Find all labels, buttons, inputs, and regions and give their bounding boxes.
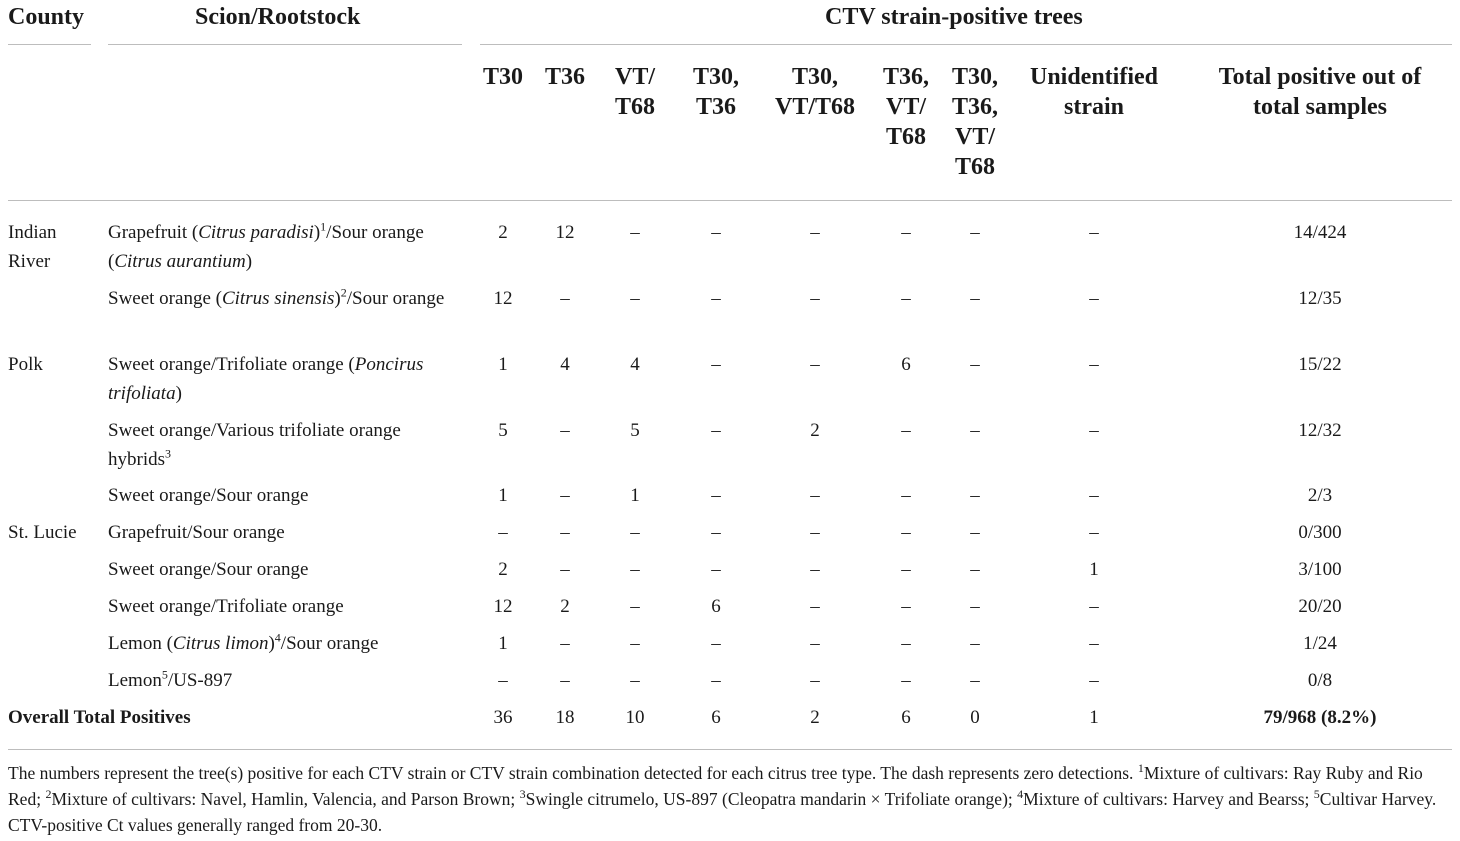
- value-cell: –: [711, 670, 721, 691]
- value-cell: 12/32: [1298, 420, 1342, 441]
- value-cell: 12: [555, 222, 575, 243]
- total-value-cell: 79/968 (8.2%): [1263, 707, 1377, 728]
- value-cell: –: [810, 633, 820, 654]
- value-cell: 2: [560, 596, 570, 617]
- scion-rootstock-cell: Lemon$^5$/US-897: [108, 667, 233, 691]
- value-cell: –: [560, 288, 570, 309]
- value-cell: –: [1089, 522, 1099, 543]
- header-bottom-rule: [8, 200, 1452, 201]
- value-cell: 20/20: [1298, 596, 1342, 617]
- value-cell: –: [810, 485, 820, 506]
- value-cell: –: [1089, 633, 1099, 654]
- value-cell: –: [711, 485, 721, 506]
- value-cell: 0/300: [1298, 522, 1342, 543]
- column-header-9: Total positive out of total samples: [1218, 64, 1422, 120]
- scion-rootstock-cell: Grapefruit/Sour orange: [108, 522, 285, 543]
- value-cell: –: [970, 596, 980, 617]
- value-cell: –: [970, 288, 980, 309]
- value-cell: –: [711, 633, 721, 654]
- value-cell: –: [901, 288, 911, 309]
- value-cell: –: [970, 222, 980, 243]
- table-footnote: The numbers represent the tree(s) positive for each CTV strain or CTV strain combination detected for each citrus tree type. The dash represents zero detections. $^1$Mixture of cultivars: Ray Ruby and Rio Red; $^2$Mixture of cultivars: Navel, Hamlin, Valencia, and Parson Brown; $^3$Swingle citrumelo, US-897 (Cleopatra mandarin × Trifoliate orange); $^4$Mixture of cultivars: Harvey and Bearss; $^5$Cultivar Harvey. CTV-positive Ct values generally ranged from 20-30.: [8, 761, 1437, 835]
- value-cell: –: [970, 420, 980, 441]
- county-cell: Indian River: [8, 222, 57, 272]
- value-cell: –: [711, 522, 721, 543]
- value-cell: –: [970, 354, 980, 375]
- header-underline-county: [8, 44, 91, 45]
- total-value-cell: 2: [810, 707, 820, 728]
- value-cell: –: [560, 633, 570, 654]
- value-cell: 12: [493, 596, 513, 617]
- value-cell: –: [810, 670, 820, 691]
- value-cell: –: [810, 288, 820, 309]
- scion-rootstock-cell: Sweet orange (Citrus sinensis)$^2$/Sour orange: [108, 285, 445, 309]
- value-cell: –: [1089, 222, 1099, 243]
- value-cell: –: [560, 670, 570, 691]
- value-cell: 1: [498, 633, 508, 654]
- value-cell: 6: [711, 596, 721, 617]
- column-header-5: T30, VT/T68: [774, 64, 855, 120]
- value-cell: –: [630, 559, 640, 580]
- value-cell: –: [711, 288, 721, 309]
- value-cell: –: [1089, 354, 1099, 375]
- value-cell: –: [711, 222, 721, 243]
- column-header-3: VT/ T68: [614, 64, 655, 120]
- scion-rootstock-cell: Sweet orange/Various trifoliate orange hybrids$^3$: [108, 420, 401, 470]
- value-cell: 4: [560, 354, 570, 375]
- value-cell: –: [560, 485, 570, 506]
- value-cell: 2: [810, 420, 820, 441]
- value-cell: 2: [498, 222, 508, 243]
- value-cell: –: [810, 222, 820, 243]
- scion-rootstock-cell: Sweet orange/Sour orange: [108, 485, 309, 506]
- value-cell: –: [711, 559, 721, 580]
- value-cell: 0/8: [1307, 670, 1333, 691]
- total-row-label: Overall Total Positives: [8, 707, 191, 728]
- value-cell: –: [901, 559, 911, 580]
- value-cell: –: [1089, 288, 1099, 309]
- total-value-cell: 18: [555, 707, 575, 728]
- value-cell: –: [711, 420, 721, 441]
- value-cell: –: [970, 670, 980, 691]
- value-cell: –: [901, 522, 911, 543]
- total-value-cell: 10: [625, 707, 645, 728]
- value-cell: 1: [1089, 559, 1099, 580]
- value-cell: 15/22: [1298, 354, 1342, 375]
- value-cell: –: [970, 485, 980, 506]
- value-cell: –: [1089, 420, 1099, 441]
- table-bottom-rule: [8, 749, 1452, 750]
- value-cell: 1: [498, 354, 508, 375]
- header-underline-ctv: [480, 44, 1452, 45]
- value-cell: 1: [498, 485, 508, 506]
- scion-rootstock-cell: Sweet orange/Sour orange: [108, 559, 309, 580]
- value-cell: –: [1089, 596, 1099, 617]
- value-cell: –: [901, 485, 911, 506]
- value-cell: –: [630, 670, 640, 691]
- value-cell: 1: [630, 485, 640, 506]
- total-value-cell: 1: [1089, 707, 1099, 728]
- value-cell: –: [810, 522, 820, 543]
- header-ctv-group: CTV strain-positive trees: [825, 4, 1083, 30]
- column-header-2: T36: [544, 64, 585, 90]
- value-cell: 4: [630, 354, 640, 375]
- column-header-7: T30, T36, VT/ T68: [951, 64, 998, 180]
- value-cell: 2/3: [1307, 485, 1333, 506]
- header-county: County: [8, 4, 85, 30]
- value-cell: –: [560, 559, 570, 580]
- column-header-8: Unidentified strain: [1029, 64, 1158, 120]
- value-cell: –: [630, 633, 640, 654]
- county-cell: St. Lucie: [8, 522, 77, 543]
- value-cell: –: [970, 559, 980, 580]
- value-cell: –: [560, 522, 570, 543]
- value-cell: 12: [493, 288, 513, 309]
- total-value-cell: 6: [711, 707, 721, 728]
- value-cell: –: [711, 354, 721, 375]
- value-cell: –: [810, 596, 820, 617]
- value-cell: 5: [630, 420, 640, 441]
- value-cell: 2: [498, 559, 508, 580]
- value-cell: 3/100: [1298, 559, 1342, 580]
- value-cell: –: [498, 522, 508, 543]
- scion-rootstock-cell: Sweet orange/Trifoliate orange: [108, 596, 344, 617]
- value-cell: –: [630, 522, 640, 543]
- value-cell: –: [630, 222, 640, 243]
- value-cell: –: [901, 633, 911, 654]
- value-cell: –: [901, 222, 911, 243]
- value-cell: 12/35: [1298, 288, 1342, 309]
- scion-rootstock-cell: Lemon (Citrus limon)$^4$/Sour orange: [108, 630, 379, 654]
- value-cell: –: [901, 420, 911, 441]
- column-header-6: T36, VT/ T68: [882, 64, 929, 150]
- value-cell: 14/424: [1293, 222, 1347, 243]
- value-cell: –: [1089, 485, 1099, 506]
- value-cell: –: [970, 633, 980, 654]
- value-cell: –: [560, 420, 570, 441]
- value-cell: –: [1089, 670, 1099, 691]
- value-cell: –: [970, 522, 980, 543]
- column-header-1: T30: [482, 64, 523, 90]
- value-cell: –: [498, 670, 508, 691]
- value-cell: 6: [901, 354, 911, 375]
- value-cell: –: [630, 596, 640, 617]
- column-header-4: T30, T36: [692, 64, 739, 120]
- total-value-cell: 6: [901, 707, 911, 728]
- scion-rootstock-cell: Sweet orange/Trifoliate orange (Poncirus trifoliata): [108, 354, 424, 404]
- value-cell: –: [810, 559, 820, 580]
- value-cell: 1/24: [1303, 633, 1337, 654]
- value-cell: –: [901, 596, 911, 617]
- total-value-cell: 36: [493, 707, 513, 728]
- value-cell: –: [630, 288, 640, 309]
- header-underline-scion: [108, 44, 462, 45]
- header-scion-rootstock: Scion/Rootstock: [195, 4, 361, 30]
- value-cell: –: [810, 354, 820, 375]
- value-cell: –: [901, 670, 911, 691]
- county-cell: Polk: [8, 354, 43, 375]
- total-value-cell: 0: [970, 707, 980, 728]
- scion-rootstock-cell: Grapefruit (Citrus paradisi)$^1$/Sour orange (Citrus aurantium): [108, 219, 424, 272]
- value-cell: 5: [498, 420, 508, 441]
